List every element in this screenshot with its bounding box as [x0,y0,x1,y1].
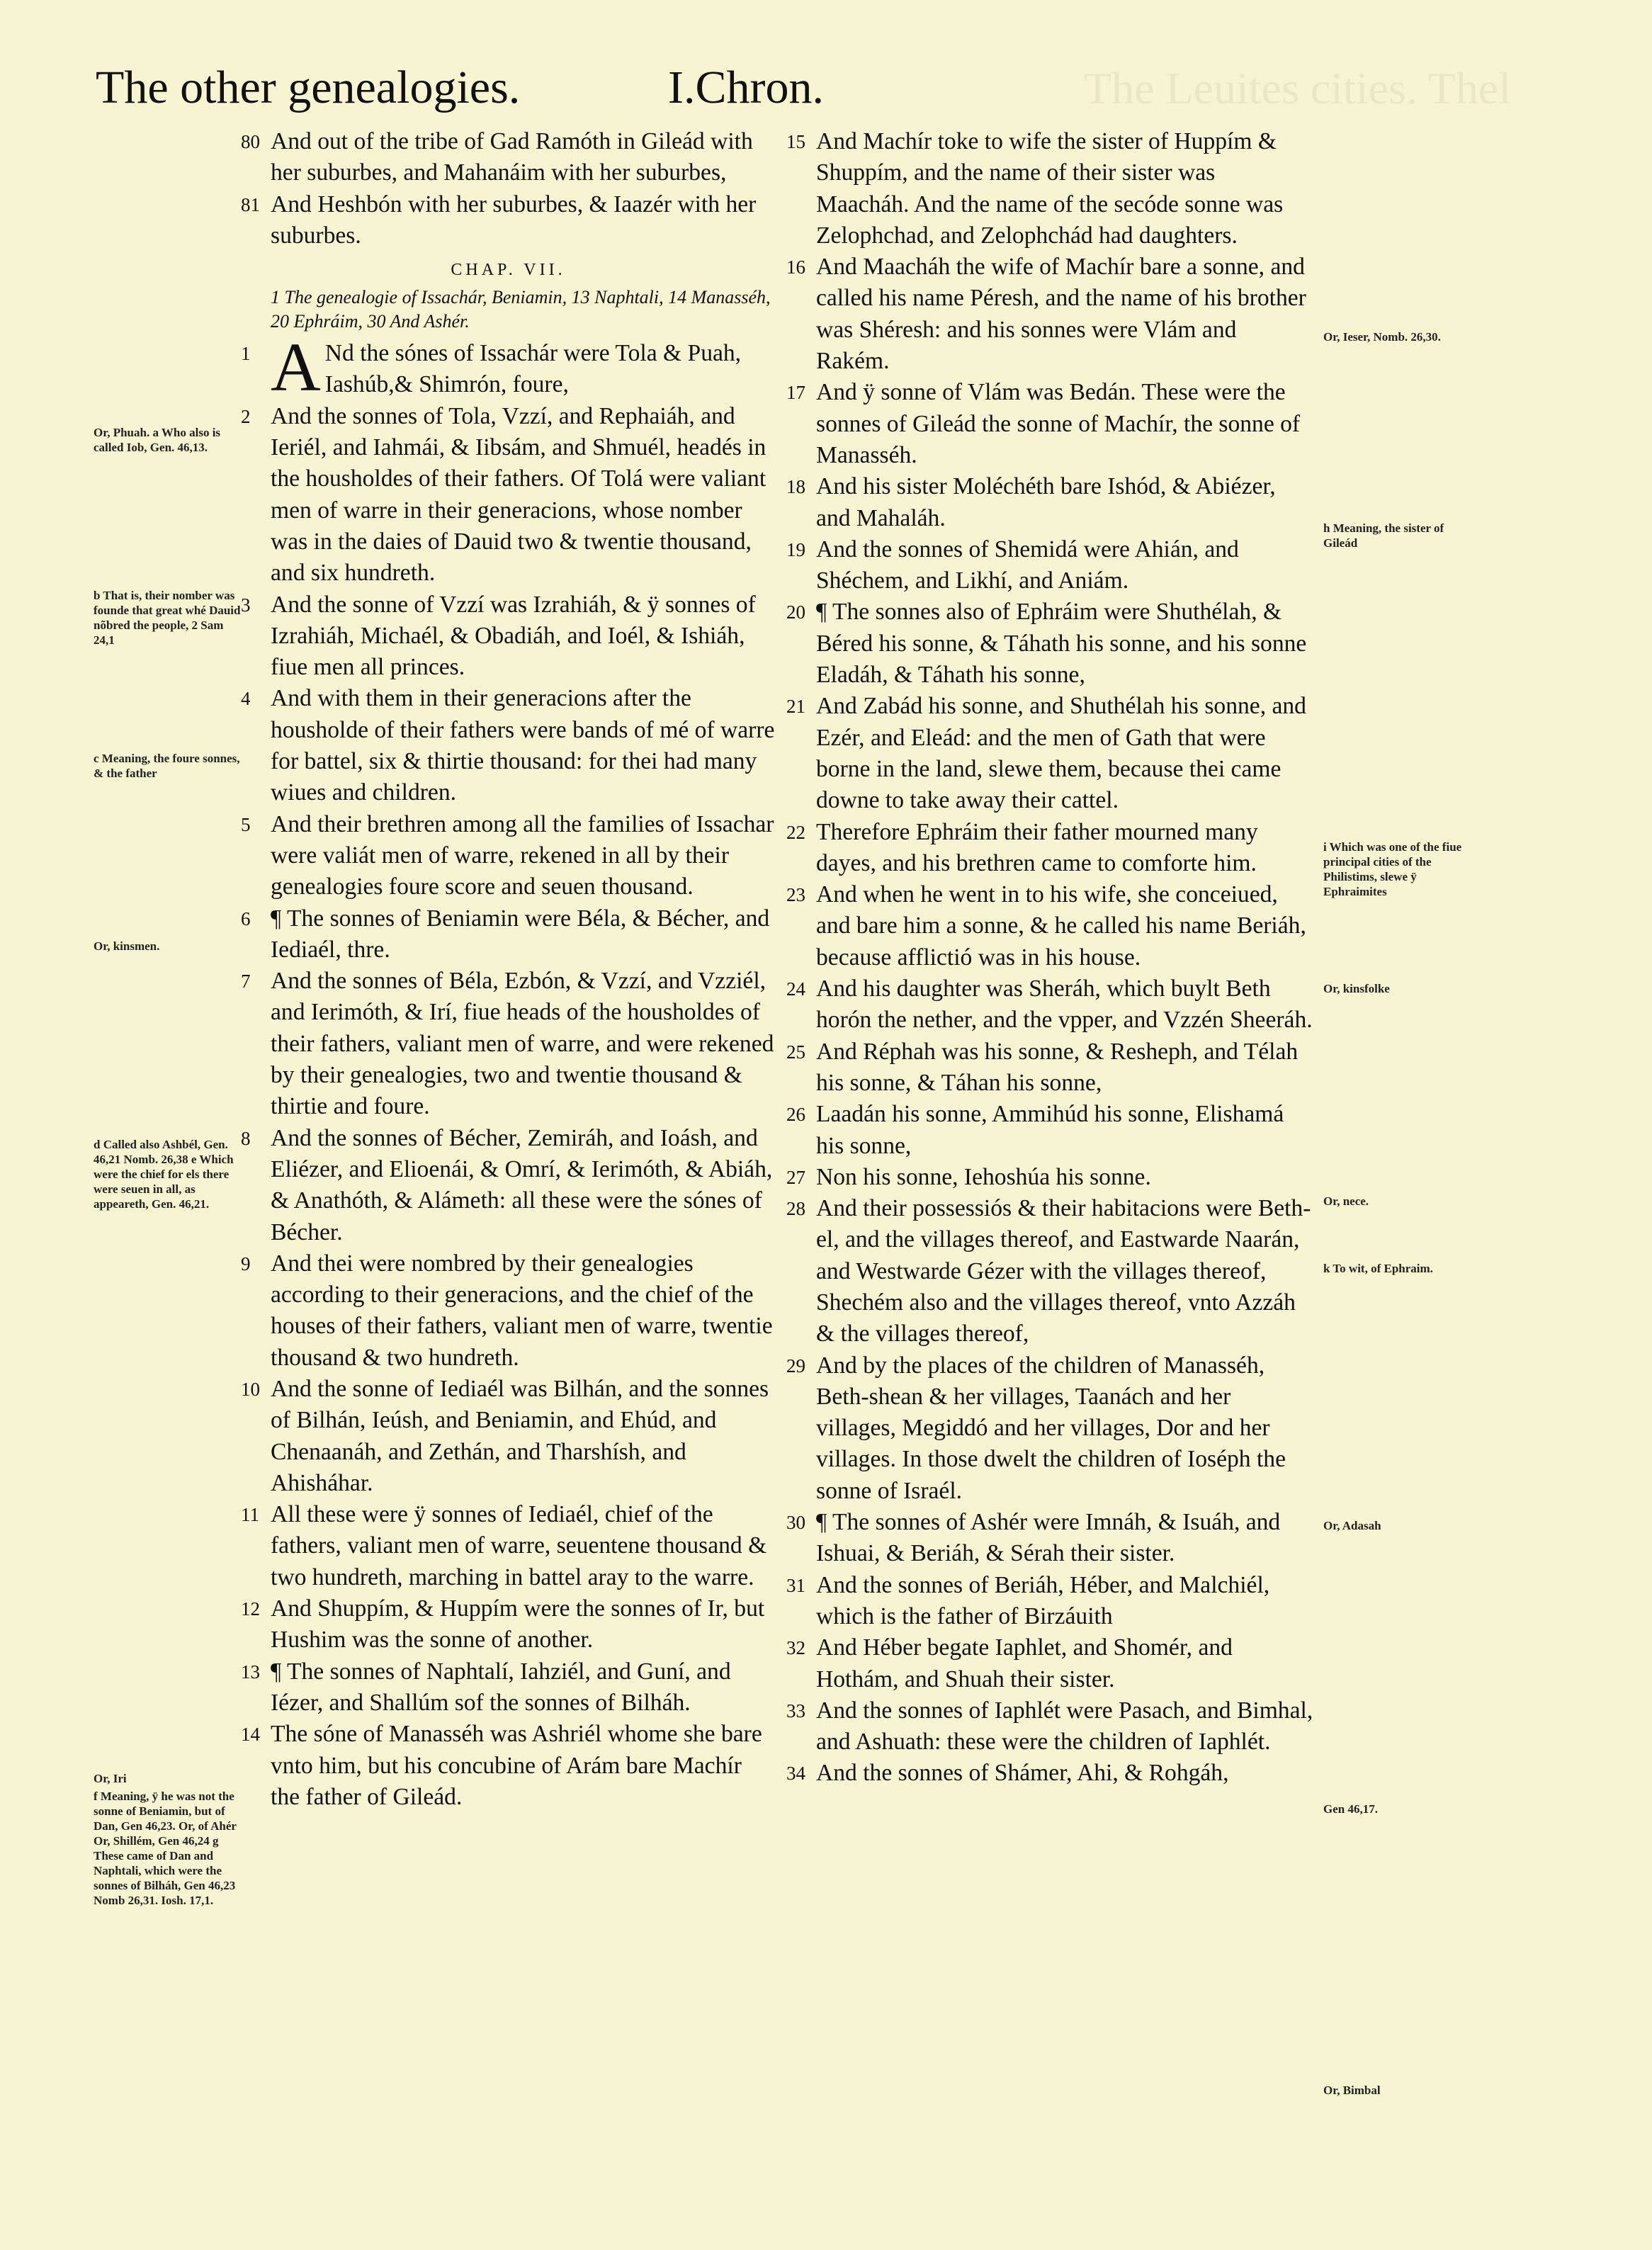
verse-text: The sóne of Manasséh was Ashriél whome she bare vnto him, but his concubine of Arám bare Machír the father of Gileád. [271,1721,762,1810]
verse-number: 32 [786,1637,805,1659]
verse-number: 25 [786,1041,805,1063]
verse-text: And his sister Moléchéth bare Ishód, & Abiézer, and Mahaláh. [816,473,1276,531]
running-title: The other genealogies. [96,62,521,113]
verse-text: And Héber begate Iaphlet, and Shomér, and Hothám, and Shuah their sister. [816,1634,1233,1692]
verse-text: And the sonne of Iediaél was Bilhán, and the sonnes of Bilhán, Ieúsh, and Beniamin, and Ehúd, and Chenaanáh, and Zethán, and Tharshísh, and Ahisháhar. [271,1375,769,1496]
chapter-summary: 1 The genealogie of Issachár, Beniamin, 13 Naphtali, 14 Manasséh, 20 Ephráim, 30 And Ashér. [271,287,771,332]
verse-number: 22 [786,821,805,843]
verse-18 [786,471,1314,534]
verse-number: 3 [241,594,251,616]
margin-note: d Called also Ashbél, Gen. 46,21 Nomb. 26,38 e Which were the chief for els there were seuen in all, as appeareth, Gen. 46,21. [94,1138,234,1211]
verse-number: 29 [786,1355,805,1376]
verse-text: And the sonnes of Tola, Vzzí, and Rephaiáh, and Ieriél, and Iahmái, & Iibsám, and Shmuél, headés in the housholdes of their fathers. Of Tolá were valiant men of warre in their generacions, whose nomber was in the daies of Dauid two & twentie thousand, and six hundreth. [271,402,766,587]
verse-number: 30 [786,1512,805,1534]
verse-text: And the sonnes of Shámer, Ahi, & Rohgáh, [816,1760,1229,1787]
verse-8 [241,1123,776,1248]
verse-6 [241,903,776,966]
verse-number: 14 [241,1724,260,1746]
verse-text: And the sonnes of Iaphlét were Pasach, and Bimhal, and Ashuath: these were the children of Iaphlét. [816,1697,1313,1756]
verse-text: And the sonnes of Béla, Ezbón, & Vzzí, and Vzziél, and Ierimóth, & Irí, fiue heads of the housholdes of their fathers, valiant men of warre, and were rekened by their genealogies, two and twentie thousand & thirtie and foure. [271,968,774,1120]
verse-number: 12 [241,1598,260,1620]
verse-text: And Réphah was his sonne, & Resheph, and Télah his sonne, & Táhan his sonne, [816,1038,1299,1096]
verse-text: And when he went in to his wife, she conceiued, and bare him a sonne, & he called his name Beriáh, because afflictió was in his house. [816,881,1306,971]
margin-note: Or, Phuah. a Who also is called Iob, Gen. 46,13. [94,426,221,454]
verse-number: 34 [786,1763,805,1785]
verse-text: And Shuppím, & Huppím were the sonnes of Ir, but Hushim was the sonne of another. [271,1595,765,1653]
verse-text: And out of the tribe of Gad Ramóth in Gileád with her suburbes, and Mahanáim with her suburbes, [271,128,753,186]
verse-number: 28 [786,1198,805,1220]
verse-number: 33 [786,1700,805,1722]
margin-note: Or, Iri [94,1772,127,1785]
verse-text: And his daughter was Sheráh, which buylt Beth horón the nether, and the vpper, and Vzzén Sheeráh. [816,976,1313,1034]
verse-33 [786,1695,1314,1758]
verse-80 [241,126,776,189]
verse-number: 7 [241,971,251,993]
verse-number: 16 [786,256,805,278]
verse-19 [786,534,1314,597]
verse-text: ¶ The sonnes of Naphtalí, Iahziél, and Guní, and Iézer, and Shallúm sof the sonnes of Bilháh. [271,1658,731,1716]
verse-number: 8 [241,1127,251,1149]
verse-text: And Machír toke to wife the sister of Huppím & Shuppím, and the name of their sister was Maacháh. And the name of the secóde sonne was Zelophchad, and Zelophchád had daughters. [816,128,1284,249]
verse-9 [241,1248,776,1374]
verse-number: 4 [241,688,251,710]
margin-note: k To wit, of Ephraim. [1323,1262,1433,1275]
verse-23 [786,879,1314,973]
verse-text: And Zabád his sonne, and Shuthélah his sonne, and Ezér, and Eleád: and the men of Gath that were borne in the land, slewe them, because thei came downe to take away their cattel. [816,693,1306,814]
verse-number: 81 [241,193,260,215]
verse-number: 18 [786,476,805,498]
verse-text: ¶ The sonnes also of Ephráim were Shuthélah, & Béred his sonne, & Táhath his sonne, and his sonne Eladáh, & Táhath his sonne, [816,599,1307,689]
verse-text: Laadán his sonne, Ammihúd his sonne, Elishamá his sonne, [816,1101,1284,1159]
right-column [786,126,1314,1790]
margin-note: Or, Bimbal [1323,2084,1381,2097]
verse-30 [786,1507,1314,1570]
verse-text: And the sonnes of Bécher, Zemiráh, and Ioásh, and Eliézer, and Elioenái, & Omrí, & Ierimóth, & Abiáh, & Anathóth, & Alámeth: all these were the sónes of Bécher. [271,1124,773,1245]
verse-text: And Maacháh the wife of Machír bare a sonne, and called his name Péresh, and the name of his brother was Shéresh: and his sonnes were Vlám and Rakém. [816,254,1306,375]
verse-text: And the sonne of Vzzí was Izrahiáh, & ÿ sonnes of Izrahiáh, Michaél, & Obadiáh, and Ioél, & Ishiáh, fiue men all princes. [271,591,756,681]
verse-number: 9 [241,1253,251,1274]
verse-26 [786,1099,1314,1162]
verse-text: And their brethren among all the families of Issachar were valiát men of warre, rekened in all by their genealogies foure score and seuen thousand. [271,810,774,900]
verse-number: 24 [786,978,805,1000]
verse-text: And the sonnes of Shemidá were Ahián, and Shéchem, and Likhí, and Aniám. [816,536,1239,594]
verse-text: Nd the sónes of Issachár were Tola & Puah, Iashúb,& Shimrón, foure, [324,340,742,398]
verse-number: 2 [241,405,251,427]
margin-note: Or, kinsfolke [1323,982,1390,995]
margin-note: Or, Ieser, Nomb. 26,30. [1323,330,1441,344]
margin-note: b That is, their nomber was founde that great whé Dauid nõbred the people, 2 Sam 24,1 [94,589,241,647]
verse-number: 5 [241,813,251,835]
verse-21 [786,691,1314,816]
margin-note: Or, Adasah [1323,1519,1381,1532]
verse-text: ¶ The sonnes of Ashér were Imnáh, & Isuáh, and Ishuai, & Beriáh, & Sérah their sister. [816,1509,1281,1567]
verse-text: And thei were nombred by their genealogies according to their generacions, and the chief of the houses of their fathers, valiant men of warre, twentie thousand & two hundreth. [271,1250,773,1371]
verse-81 [241,189,776,252]
verse-24 [786,973,1314,1036]
verse-number: 21 [786,696,805,718]
verse-15 [786,126,1314,251]
verse-number: 80 [241,131,260,152]
bleed-through-header: The Leuites cities. Thel [1084,63,1512,113]
verse-text: All these were ÿ sonnes of Iediaél, chief of the fathers, valiant men of warre, seuentene thousand & two hundreth, marching in battel aray to the warre. [271,1501,767,1590]
verse-29 [786,1350,1314,1507]
verse-32 [786,1632,1314,1695]
verse-14 [241,1719,776,1813]
verse-text: And the sonnes of Beriáh, Héber, and Malchiél, which is the father of Birzáuith [816,1571,1270,1629]
verse-3 [241,589,776,684]
verse-28 [786,1193,1314,1350]
verse-number: 20 [786,601,805,623]
margin-note: i Which was one of the fiue principal cities of the Philistims, slewe ÿ Ephraimites [1323,840,1462,898]
verse-text: And their possessiós & their habitacions were Beth-el, and the villages thereof, and Eastwarde Naarán, and Westwarde Gézer with the villages thereof, Shechém also and the villages thereof, vnto Azzáh & the villages thereof, [816,1195,1311,1347]
verse-22 [786,817,1314,880]
verse-number: 17 [786,382,805,404]
verse-number: 10 [241,1378,260,1400]
verse-16 [786,251,1314,377]
verse-text: Non his sonne, Iehoshúa his sonne. [816,1163,1151,1190]
verse-31 [786,1570,1314,1633]
verse-10 [241,1374,776,1499]
verse-number: 13 [241,1661,260,1683]
left-column [241,126,776,1813]
verse-34 [786,1758,1314,1789]
verse-11 [241,1499,776,1593]
verse-7 [241,966,776,1122]
verse-4 [241,683,776,808]
margin-note: h Meaning, the sister of Gileád [1323,521,1444,550]
verse-number: 19 [786,538,805,560]
drop-cap: A [271,329,321,407]
verse-number: 26 [786,1104,805,1126]
verse-17 [786,377,1314,471]
verse-text: And Heshbón with her suburbes, & Iaazér with her suburbes. [271,191,757,249]
verse-text: And by the places of the children of Manasséh, Beth-shean & her villages, Taanách and her villages, Megiddó and her villages, Dor and her villages. In those dwelt the children of Ioséph the sonne of Israél. [816,1352,1286,1504]
verse-2 [241,401,776,589]
verse-text: And ÿ sonne of Vlám was Bedán. These were the sonnes of Gileád the sonne of Machír, the sonne of Manasséh. [816,379,1301,468]
verse-number: 15 [786,131,805,152]
verse-number: 31 [786,1574,805,1596]
margin-note: Gen 46,17. [1323,1802,1378,1816]
verse-1 [241,329,776,407]
verse-number: 27 [786,1166,805,1188]
verse-number: 6 [241,908,251,929]
verse-number: 11 [241,1504,259,1526]
verse-text: And with them in their generacions after the housholde of their fathers were bands of mé of warre for battel, six & thirtie thousand: for thei had many wiues and children. [271,685,775,806]
verse-13 [241,1656,776,1719]
verse-5 [241,809,776,903]
verse-number: 23 [786,884,805,906]
margin-note: c Meaning, the foure sonnes, & the father [94,752,240,780]
verse-25 [786,1036,1314,1099]
verse-20 [786,597,1314,691]
margin-note: Or, nece. [1323,1194,1369,1208]
verse-text: Therefore Ephráim their father mourned many dayes, and his brethren came to comforte him. [816,818,1258,876]
verse-text: ¶ The sonnes of Beniamin were Béla, & Bécher, and Iediaél, thre. [271,905,770,963]
margin-note: f Meaning, ÿ he was not the sonne of Beniamin, but of Dan, Gen 46,23. Or, of Ahér Or, Shillém, Gen 46,24 g These came of Dan and Naphtali, which were the sonnes of Bilháh, Gen 46,23 Nomb 26,31. Iosh. 17,1. [94,1790,237,1907]
margin-note: Or, kinsmen. [94,939,160,953]
verse-27 [786,1162,1314,1193]
book-title: I.Chron. [668,62,824,113]
verse-12 [241,1593,776,1656]
verse-number: 1 [241,343,251,365]
chapter-heading: CHAP. VII. [451,261,566,280]
